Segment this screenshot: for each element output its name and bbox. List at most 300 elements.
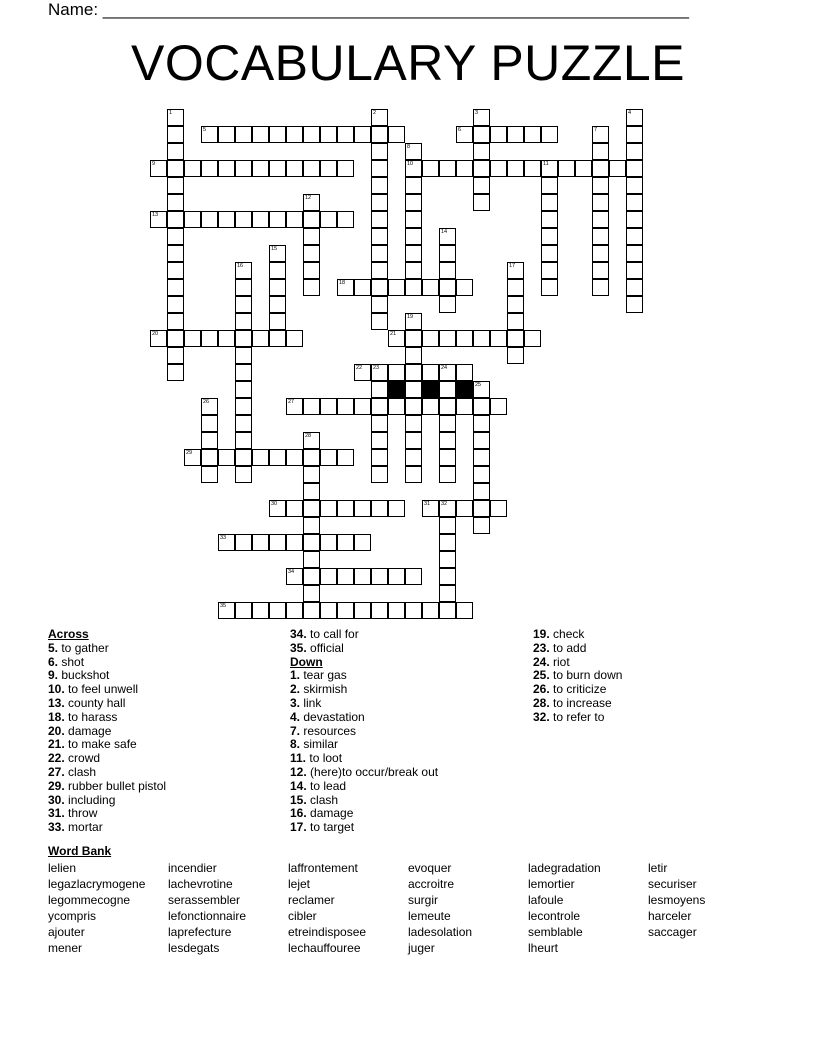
grid-cell[interactable]: [524, 160, 541, 177]
grid-cell[interactable]: [473, 432, 490, 449]
grid-cell[interactable]: [286, 330, 303, 347]
grid-cell[interactable]: [388, 279, 405, 296]
grid-cell[interactable]: [320, 449, 337, 466]
grid-cell[interactable]: [473, 194, 490, 211]
grid-cell[interactable]: [439, 330, 456, 347]
grid-cell[interactable]: [371, 381, 388, 398]
grid-cell[interactable]: [150, 330, 167, 347]
grid-cell[interactable]: [439, 228, 456, 245]
grid-cell[interactable]: [592, 211, 609, 228]
grid-cell[interactable]: [167, 245, 184, 262]
grid-cell[interactable]: [269, 126, 286, 143]
grid-cell[interactable]: [405, 160, 422, 177]
grid-cell[interactable]: [235, 398, 252, 415]
grid-cell[interactable]: [507, 296, 524, 313]
grid-cell[interactable]: [439, 415, 456, 432]
grid-cell[interactable]: [456, 160, 473, 177]
grid-cell[interactable]: [626, 177, 643, 194]
grid-cell[interactable]: [235, 449, 252, 466]
grid-cell[interactable]: [303, 585, 320, 602]
grid-cell[interactable]: [337, 602, 354, 619]
grid-cell[interactable]: [405, 602, 422, 619]
grid-cell[interactable]: [507, 279, 524, 296]
grid-cell[interactable]: [439, 245, 456, 262]
grid-cell[interactable]: [269, 211, 286, 228]
grid-cell[interactable]: [388, 500, 405, 517]
grid-cell[interactable]: [626, 160, 643, 177]
grid-cell[interactable]: [269, 262, 286, 279]
grid-cell[interactable]: [405, 415, 422, 432]
grid-cell[interactable]: [507, 313, 524, 330]
grid-cell[interactable]: [439, 398, 456, 415]
grid-cell[interactable]: [218, 160, 235, 177]
clue-number: 16: [237, 263, 244, 269]
grid-cell[interactable]: [371, 262, 388, 279]
grid-cell[interactable]: [252, 449, 269, 466]
grid-cell[interactable]: [371, 245, 388, 262]
grid-cell[interactable]: [354, 500, 371, 517]
grid-cell[interactable]: [167, 313, 184, 330]
grid-cell[interactable]: [473, 517, 490, 534]
grid-cell[interactable]: [167, 143, 184, 160]
grid-cell[interactable]: [405, 228, 422, 245]
grid-cell[interactable]: [405, 279, 422, 296]
grid-cell[interactable]: [422, 364, 439, 381]
grid-cell[interactable]: [303, 228, 320, 245]
grid-cell[interactable]: [320, 568, 337, 585]
grid-cell[interactable]: [592, 194, 609, 211]
grid-cell[interactable]: [167, 364, 184, 381]
grid-cell[interactable]: [507, 126, 524, 143]
grid-cell[interactable]: [541, 177, 558, 194]
grid-cell[interactable]: [626, 228, 643, 245]
grid-cell[interactable]: [201, 449, 218, 466]
grid-cell[interactable]: [439, 500, 456, 517]
grid-cell[interactable]: [626, 143, 643, 160]
grid-cell[interactable]: [337, 126, 354, 143]
grid-cell[interactable]: [524, 126, 541, 143]
grid-cell[interactable]: [286, 500, 303, 517]
grid-cell[interactable]: [405, 262, 422, 279]
grid-cell[interactable]: [490, 500, 507, 517]
grid-cell[interactable]: [337, 500, 354, 517]
grid-cell[interactable]: [286, 568, 303, 585]
grid-cell[interactable]: [167, 347, 184, 364]
grid-cell[interactable]: [235, 364, 252, 381]
grid-cell[interactable]: [303, 483, 320, 500]
clue-number: 20: [152, 331, 159, 337]
grid-cell[interactable]: [235, 211, 252, 228]
grid-cell[interactable]: [439, 517, 456, 534]
grid-cell[interactable]: [524, 330, 541, 347]
grid-cell[interactable]: [235, 381, 252, 398]
grid-cell[interactable]: [439, 551, 456, 568]
grid-cell[interactable]: [320, 602, 337, 619]
grid-cell[interactable]: [303, 262, 320, 279]
grid-cell[interactable]: [269, 313, 286, 330]
grid-cell[interactable]: [201, 398, 218, 415]
clue-number: 5: [203, 127, 207, 133]
grid-cell[interactable]: [320, 160, 337, 177]
clue-item: 12. (here)to occur/break out: [290, 764, 439, 779]
grid-cell[interactable]: [303, 602, 320, 619]
grid-cell[interactable]: [337, 279, 354, 296]
grid-cell[interactable]: [473, 500, 490, 517]
grid-cell[interactable]: [218, 602, 235, 619]
grid-cell[interactable]: [269, 449, 286, 466]
grid-cell[interactable]: [235, 313, 252, 330]
grid-cell[interactable]: [405, 432, 422, 449]
grid-cell[interactable]: [439, 602, 456, 619]
grid-cell[interactable]: [303, 500, 320, 517]
grid-cell[interactable]: [439, 279, 456, 296]
grid-cell[interactable]: [252, 602, 269, 619]
word-bank-word: laffrontement: [288, 861, 358, 875]
grid-cell[interactable]: [235, 432, 252, 449]
grid-cell[interactable]: [592, 177, 609, 194]
grid-cell[interactable]: [252, 211, 269, 228]
grid-cell[interactable]: [439, 381, 456, 398]
grid-cell[interactable]: [507, 330, 524, 347]
grid-cell[interactable]: [456, 126, 473, 143]
grid-cell[interactable]: [286, 160, 303, 177]
grid-cell[interactable]: [592, 143, 609, 160]
grid-cell[interactable]: [439, 466, 456, 483]
grid-cell[interactable]: [320, 534, 337, 551]
grid-cell[interactable]: [150, 211, 167, 228]
grid-cell[interactable]: [422, 398, 439, 415]
grid-cell[interactable]: [235, 126, 252, 143]
grid-cell[interactable]: [167, 211, 184, 228]
grid-cell[interactable]: [371, 279, 388, 296]
grid-cell[interactable]: [592, 160, 609, 177]
grid-cell[interactable]: [235, 347, 252, 364]
grid-cell[interactable]: [541, 245, 558, 262]
grid-cell[interactable]: [303, 126, 320, 143]
grid-cell[interactable]: [269, 279, 286, 296]
grid-cell[interactable]: [541, 211, 558, 228]
grid-cell[interactable]: [626, 245, 643, 262]
grid-cell[interactable]: [354, 534, 371, 551]
grid-cell[interactable]: [218, 211, 235, 228]
grid-cell[interactable]: [456, 602, 473, 619]
grid-cell[interactable]: [473, 483, 490, 500]
grid-cell[interactable]: [405, 466, 422, 483]
grid-cell[interactable]: [371, 398, 388, 415]
grid-cell[interactable]: [303, 245, 320, 262]
word-bank-word: cibler: [288, 909, 317, 923]
grid-cell[interactable]: [405, 177, 422, 194]
grid-cell[interactable]: [405, 347, 422, 364]
grid-cell[interactable]: [320, 126, 337, 143]
grid-cell[interactable]: [252, 330, 269, 347]
grid-cell[interactable]: [371, 211, 388, 228]
grid-cell[interactable]: [201, 432, 218, 449]
grid-cell[interactable]: [235, 602, 252, 619]
grid-cell[interactable]: [337, 568, 354, 585]
grid-cell[interactable]: [371, 313, 388, 330]
grid-cell[interactable]: [371, 449, 388, 466]
grid-cell[interactable]: [405, 568, 422, 585]
grid-cell[interactable]: [201, 415, 218, 432]
grid-cell[interactable]: [371, 466, 388, 483]
grid-cell[interactable]: [439, 160, 456, 177]
grid-cell[interactable]: [405, 398, 422, 415]
grid-cell[interactable]: [473, 330, 490, 347]
grid-cell[interactable]: [218, 534, 235, 551]
grid-cell[interactable]: [269, 245, 286, 262]
grid-cell[interactable]: [235, 415, 252, 432]
grid-cell[interactable]: [184, 449, 201, 466]
grid-cell[interactable]: [184, 160, 201, 177]
grid-cell[interactable]: [303, 432, 320, 449]
grid-cell[interactable]: [541, 194, 558, 211]
grid-cell[interactable]: [371, 109, 388, 126]
grid-cell[interactable]: [252, 126, 269, 143]
grid-cell[interactable]: [218, 126, 235, 143]
grid-cell[interactable]: [235, 262, 252, 279]
grid-cell[interactable]: [201, 126, 218, 143]
grid-cell[interactable]: [235, 466, 252, 483]
grid-cell[interactable]: [490, 160, 507, 177]
grid-cell[interactable]: [269, 602, 286, 619]
grid-cell[interactable]: [337, 211, 354, 228]
grid-cell[interactable]: [456, 500, 473, 517]
grid-cell[interactable]: [354, 279, 371, 296]
grid-cell[interactable]: [592, 279, 609, 296]
grid-cell[interactable]: [320, 500, 337, 517]
grid-cell[interactable]: [269, 500, 286, 517]
grid-cell[interactable]: [405, 330, 422, 347]
grid-cell[interactable]: [626, 194, 643, 211]
grid-cell[interactable]: [201, 211, 218, 228]
grid-cell[interactable]: [337, 160, 354, 177]
grid-cell[interactable]: [388, 398, 405, 415]
grid-cell[interactable]: [354, 126, 371, 143]
grid-cell[interactable]: [371, 177, 388, 194]
grid-cell[interactable]: [167, 160, 184, 177]
grid-cell[interactable]: [473, 126, 490, 143]
grid-cell[interactable]: [286, 398, 303, 415]
grid-cell[interactable]: [626, 296, 643, 313]
grid-cell[interactable]: [473, 415, 490, 432]
grid-cell[interactable]: [252, 160, 269, 177]
grid-cell[interactable]: [235, 534, 252, 551]
clue-number: 12: [305, 195, 312, 201]
grid-cell[interactable]: [439, 449, 456, 466]
grid-cell[interactable]: [371, 568, 388, 585]
grid-cell[interactable]: [354, 568, 371, 585]
grid-cell[interactable]: [507, 262, 524, 279]
grid-cell[interactable]: [371, 432, 388, 449]
grid-cell[interactable]: [473, 466, 490, 483]
grid-cell[interactable]: [303, 517, 320, 534]
grid-cell[interactable]: [201, 466, 218, 483]
grid-cell[interactable]: [201, 160, 218, 177]
grid-cell[interactable]: [473, 381, 490, 398]
grid-cell[interactable]: [303, 160, 320, 177]
grid-cell[interactable]: [592, 126, 609, 143]
grid-cell[interactable]: [439, 364, 456, 381]
grid-cell[interactable]: [541, 126, 558, 143]
grid-cell[interactable]: [167, 109, 184, 126]
grid-cell[interactable]: [167, 262, 184, 279]
grid-cell[interactable]: [439, 432, 456, 449]
grid-cell[interactable]: [439, 568, 456, 585]
clue-number: 19: [407, 314, 414, 320]
grid-cell[interactable]: [235, 279, 252, 296]
grid-cell[interactable]: [405, 245, 422, 262]
grid-cell[interactable]: [354, 398, 371, 415]
grid-cell[interactable]: [626, 109, 643, 126]
grid-cell[interactable]: [337, 534, 354, 551]
grid-cell[interactable]: [354, 602, 371, 619]
grid-cell[interactable]: [184, 330, 201, 347]
grid-cell[interactable]: [422, 500, 439, 517]
clue-item: 22. crowd: [48, 751, 101, 766]
grid-cell[interactable]: [269, 534, 286, 551]
grid-cell[interactable]: [303, 279, 320, 296]
grid-cell[interactable]: [218, 449, 235, 466]
grid-cell[interactable]: [371, 500, 388, 517]
grid-cell[interactable]: [456, 398, 473, 415]
grid-cell[interactable]: [422, 160, 439, 177]
grid-cell[interactable]: [405, 313, 422, 330]
clue-item: 13. county hall: [48, 695, 126, 710]
grid-cell[interactable]: [490, 398, 507, 415]
grid-cell[interactable]: [354, 364, 371, 381]
grid-cell[interactable]: [167, 296, 184, 313]
grid-cell[interactable]: [371, 143, 388, 160]
grid-cell[interactable]: [592, 245, 609, 262]
grid-cell[interactable]: [473, 177, 490, 194]
grid-cell[interactable]: [167, 279, 184, 296]
grid-cell[interactable]: [490, 126, 507, 143]
grid-cell[interactable]: [371, 415, 388, 432]
grid-cell[interactable]: [320, 398, 337, 415]
grid-cell[interactable]: [286, 602, 303, 619]
grid-cell[interactable]: [558, 160, 575, 177]
grid-cell[interactable]: [337, 449, 354, 466]
grid-cell[interactable]: [456, 279, 473, 296]
grid-cell[interactable]: [269, 296, 286, 313]
grid-cell[interactable]: [371, 194, 388, 211]
grid-cell[interactable]: [303, 534, 320, 551]
grid-cell[interactable]: [303, 466, 320, 483]
grid-cell[interactable]: [405, 211, 422, 228]
grid-cell[interactable]: [541, 262, 558, 279]
grid-cell[interactable]: [286, 126, 303, 143]
word-bank-word: lefonctionnaire: [168, 909, 247, 923]
grid-cell[interactable]: [167, 228, 184, 245]
word-bank-word: lemeute: [408, 909, 451, 923]
grid-cell[interactable]: [218, 330, 235, 347]
grid-cell[interactable]: [507, 160, 524, 177]
grid-cell[interactable]: [371, 160, 388, 177]
grid-cell[interactable]: [422, 330, 439, 347]
grid-cell[interactable]: [286, 211, 303, 228]
grid-cell[interactable]: [303, 449, 320, 466]
grid-cell[interactable]: [235, 160, 252, 177]
grid-cell[interactable]: [473, 143, 490, 160]
grid-cell[interactable]: [405, 364, 422, 381]
grid-cell[interactable]: [303, 568, 320, 585]
grid-cell[interactable]: [388, 602, 405, 619]
grid-cell[interactable]: [303, 211, 320, 228]
grid-cell[interactable]: [592, 262, 609, 279]
grid-cell[interactable]: [303, 398, 320, 415]
grid-cell[interactable]: [167, 126, 184, 143]
grid-cell[interactable]: [473, 398, 490, 415]
grid-cell[interactable]: [456, 330, 473, 347]
grid-cell[interactable]: [439, 296, 456, 313]
grid-cell[interactable]: [439, 585, 456, 602]
grid-cell[interactable]: [626, 262, 643, 279]
grid-cell[interactable]: [541, 228, 558, 245]
grid-cell[interactable]: [371, 296, 388, 313]
grid-cell[interactable]: [405, 449, 422, 466]
grid-cell[interactable]: [592, 228, 609, 245]
grid-cell[interactable]: [269, 330, 286, 347]
grid-cell[interactable]: [405, 194, 422, 211]
grid-cell[interactable]: [184, 211, 201, 228]
grid-cell[interactable]: [371, 228, 388, 245]
grid-cell[interactable]: [490, 330, 507, 347]
grid-cell[interactable]: [371, 126, 388, 143]
grid-cell[interactable]: [167, 194, 184, 211]
grid-cell[interactable]: [286, 534, 303, 551]
grid-cell[interactable]: [456, 364, 473, 381]
grid-cell[interactable]: [371, 364, 388, 381]
grid-cell[interactable]: [473, 160, 490, 177]
grid-cell[interactable]: [473, 109, 490, 126]
grid-cell[interactable]: [507, 347, 524, 364]
grid-cell[interactable]: [439, 262, 456, 279]
grid-cell[interactable]: [626, 126, 643, 143]
grid-cell[interactable]: [303, 551, 320, 568]
grid-cell[interactable]: [201, 330, 218, 347]
grid-cell[interactable]: [405, 143, 422, 160]
grid-cell[interactable]: [303, 194, 320, 211]
grid-cell[interactable]: [626, 279, 643, 296]
grid-cell[interactable]: [388, 364, 405, 381]
grid-cell[interactable]: [388, 568, 405, 585]
grid-cell[interactable]: [167, 330, 184, 347]
grid-cell[interactable]: [150, 160, 167, 177]
grid-cell[interactable]: [235, 330, 252, 347]
grid-cell[interactable]: [388, 126, 405, 143]
grid-cell[interactable]: [541, 160, 558, 177]
grid-cell[interactable]: [422, 602, 439, 619]
grid-cell[interactable]: [439, 534, 456, 551]
grid-cell[interactable]: [388, 330, 405, 347]
grid-cell[interactable]: [167, 177, 184, 194]
grid-cell[interactable]: [473, 449, 490, 466]
grid-cell[interactable]: [371, 602, 388, 619]
grid-cell[interactable]: [269, 160, 286, 177]
grid-cell[interactable]: [405, 381, 422, 398]
grid-cell[interactable]: [422, 279, 439, 296]
grid-cell[interactable]: [252, 534, 269, 551]
grid-cell[interactable]: [286, 449, 303, 466]
grid-cell[interactable]: [235, 296, 252, 313]
grid-cell[interactable]: [575, 160, 592, 177]
grid-cell[interactable]: [337, 398, 354, 415]
grid-cell[interactable]: [626, 211, 643, 228]
grid-cell[interactable]: [609, 160, 626, 177]
grid-cell[interactable]: [320, 211, 337, 228]
grid-cell[interactable]: [541, 279, 558, 296]
